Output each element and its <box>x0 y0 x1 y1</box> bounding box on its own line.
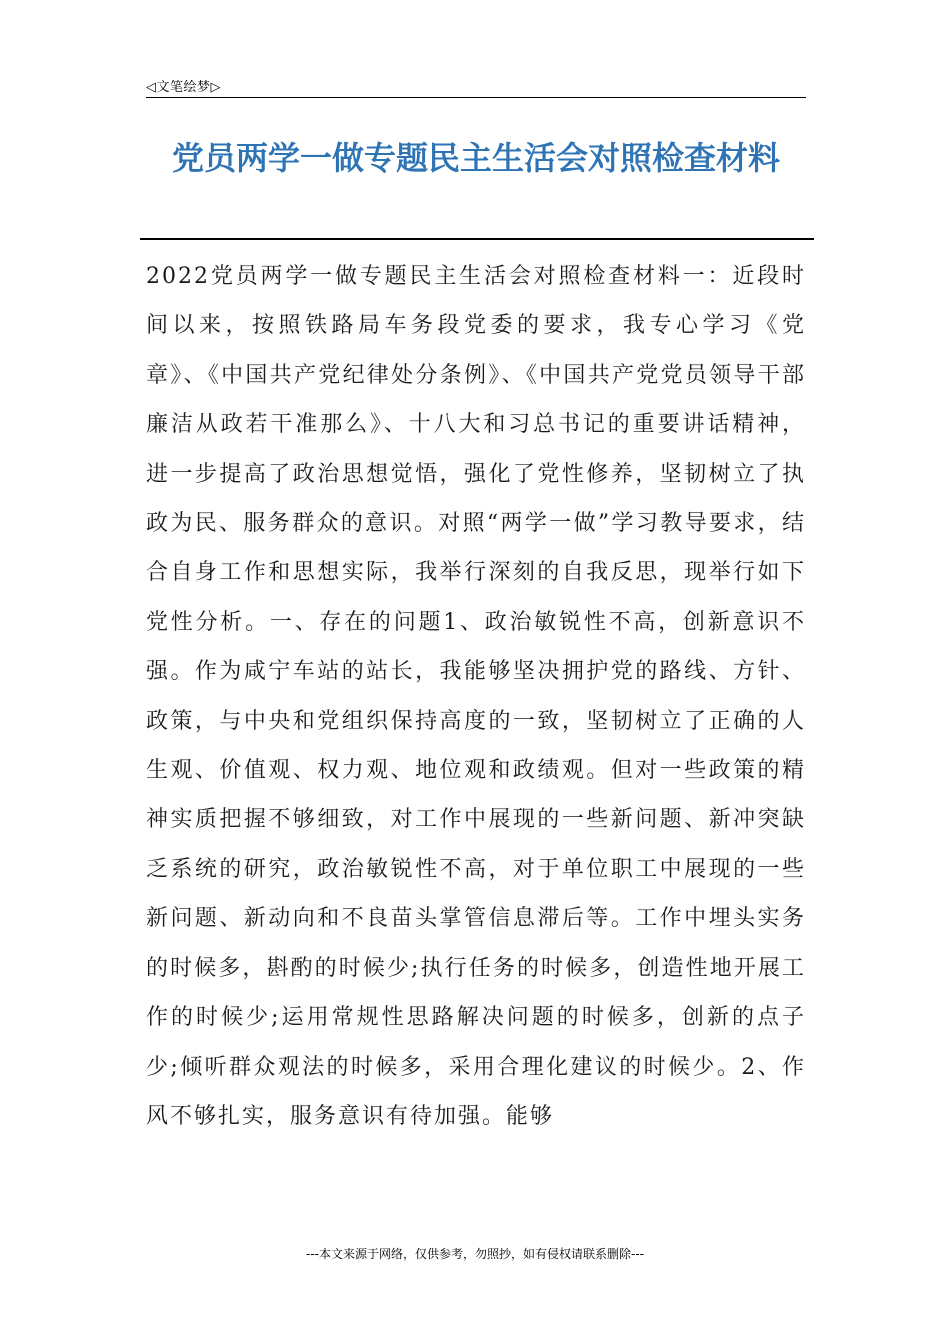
footer-disclaimer: ---本文来源于网络，仅供参考，勿照抄，如有侵权请联系删除--- <box>306 1247 644 1261</box>
header-brand: ◁文笔绘梦▷ <box>146 80 221 95</box>
document-title: 党员两学一做专题民主生活会对照检查材料 <box>171 139 780 177</box>
header-divider <box>146 97 806 98</box>
document-body: 2022党员两学一做专题民主生活会对照检查材料一：近段时间以来，按照铁路局车务段党委的要求，我专心学习《党章》、《中国共产党纪律处分条例》、《中国共产党党员领导干部廉洁从政若干准那么》、十八大和习总书记的重要讲话精神，进一步提高了政治思想觉悟，强化了党性修养，坚韧树立了执政为民、服务群众的意识。对照“两学一做”学习教导要求，结合自身工作和思想实际，我举行深刻的自我反思，现举行如下党性分析。一、存在的问题1、政治敏锐性不高，创新意识不强。作为咸宁车站的站长，我能够坚决拥护党的路线、方针、政策，与中央和党组织保持高度的一致，坚韧树立了正确的人生观、价值观、权力观、地位观和政绩观。但对一些政策的精神实质把握不够细致，对工作中展现的一些新问题、新冲突缺乏系统的研究，政治敏锐性不高，对于单位职工中展现的一些新问题、新动向和不良苗头掌管信息滞后等。工作中埋头实务的时候多，斟酌的时候少;执行任务的时候多，创造性地开展工作的时候少;运用常规性思路解决问题的时候多，创新的点子少;倾听群众观法的时候多，采用合理化建议的时候少。2、作风不够扎实，服务意识有待加强。能够 <box>146 264 806 1129</box>
title-divider <box>140 238 814 240</box>
